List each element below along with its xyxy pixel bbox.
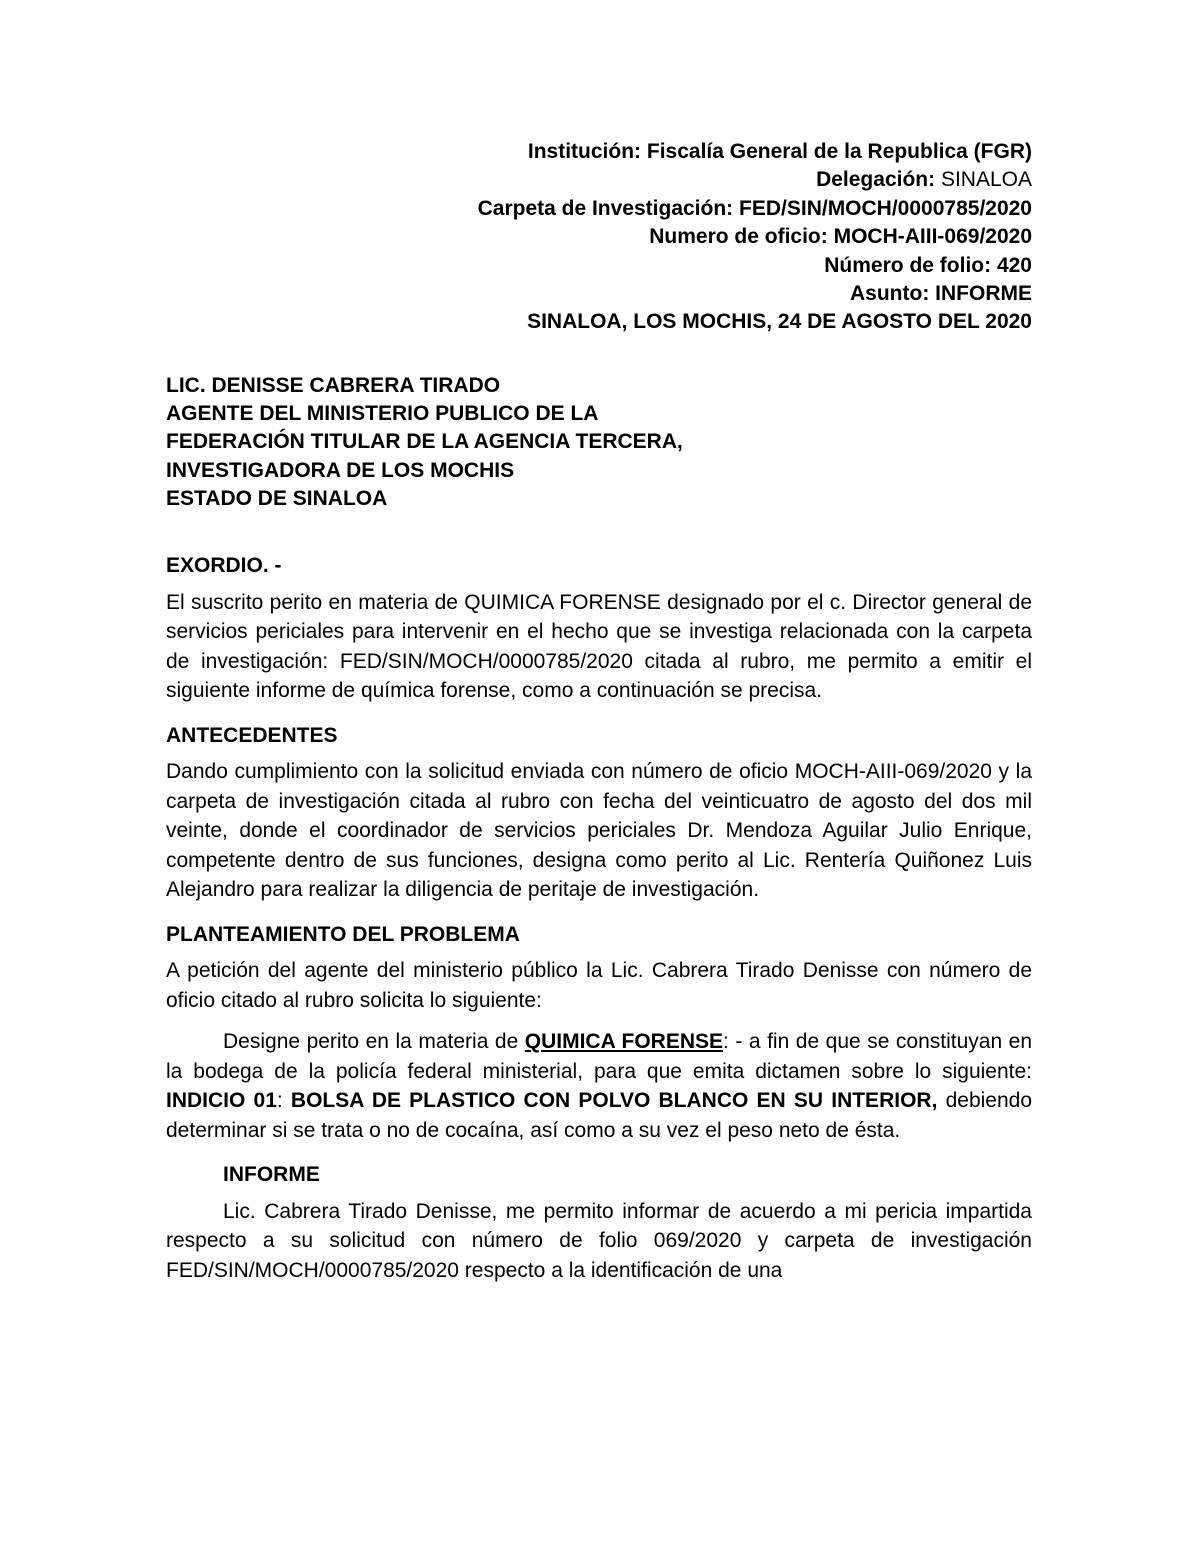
header-institucion bbox=[232, 138, 1032, 166]
informe-text: Lic. Cabrera Tirado Denisse, me permito informar de acuerdo a mi pericia impartida respecto a su solicitud con número de folio 069/2020 y carpeta de investigación FED/SIN/MOCH/0000785/2020 respecto a la identificación de una bbox=[166, 1199, 1032, 1282]
header-place-date: SINALOA, LOS MOCHIS, 24 DE AGOSTO DEL 2020 bbox=[527, 310, 1032, 334]
addressee-line: ESTADO DE SINALOA bbox=[166, 486, 388, 510]
addressee-line: INVESTIGADORA DE LOS MOCHIS bbox=[166, 458, 515, 482]
antecedentes-text: Dando cumplimiento con la solicitud enviada con número de oficio MOCH-AIII-069/2020 y la carpeta de investigación citada al rubro con fecha del veinticuatro de agosto del dos mil veinte, donde el coordinador de servicios periciales Dr. Mendoza Aguilar Julio Enrique, competente dentro de sus funciones, designa como perito al Lic. Rentería Quiñonez Luis Alejandro para realizar la diligencia de peritaje de investigación. bbox=[166, 760, 1032, 902]
request-part2: : - a fin de que se constituyan en la bodega de la policía federal ministerial, para que emita dictamen sobre lo siguiente: bbox=[166, 1030, 1032, 1083]
header-folio bbox=[232, 252, 1032, 280]
exordio-title: EXORDIO. - bbox=[166, 554, 282, 578]
document-header bbox=[232, 138, 1032, 337]
request-item: BOLSA DE PLASTICO CON POLVO BLANCO EN SU INTERIOR, bbox=[290, 1089, 938, 1113]
header-oficio bbox=[232, 223, 1032, 251]
institucion-label: Institución: bbox=[527, 140, 642, 163]
header-delegacion bbox=[232, 166, 1032, 194]
document-body bbox=[166, 372, 1032, 1285]
exordio-text: El suscrito perito en materia de QUIMICA FORENSE designado por el c. Director general de servicios periciales para intervenir en el hecho que se investiga relacionada con la carpeta de investigación: FED/SIN/MOCH/0000785/2020 citada al rubro, me permito a emitir el siguiente informe de química forense, como a continuación se precisa. bbox=[166, 590, 1032, 703]
request-indicio: INDICIO 01 bbox=[166, 1089, 277, 1113]
header-asunto bbox=[232, 280, 1032, 308]
request-subject: QUIMICA FORENSE bbox=[524, 1030, 724, 1054]
oficio-value: MOCH-AIII-069/2020 bbox=[833, 225, 1032, 249]
oficio-label: Numero de oficio: bbox=[649, 225, 828, 249]
request-paragraph bbox=[166, 1027, 1032, 1145]
request-part3: debiendo determinar si se trata o no de cocaína, así como a su vez el peso neto de ésta. bbox=[166, 1089, 1033, 1142]
asunto-label: Asunto: bbox=[850, 282, 930, 306]
delegacion-label: Delegación: bbox=[816, 168, 936, 192]
addressee-line: AGENTE DEL MINISTERIO PUBLICO DE LA bbox=[166, 402, 599, 426]
request-colon: : bbox=[276, 1089, 291, 1113]
addressee-line: FEDERACIÓN TITULAR DE LA AGENCIA TERCERA, bbox=[166, 430, 683, 454]
folio-value: 420 bbox=[996, 253, 1032, 277]
carpeta-value: FED/SIN/MOCH/0000785/2020 bbox=[739, 196, 1032, 220]
delegacion-value: SINALOA bbox=[940, 168, 1032, 192]
folio-label: Número de folio: bbox=[824, 253, 992, 277]
asunto-value: INFORME bbox=[935, 282, 1032, 306]
institucion-value: Fiscalía General de la Republica (FGR) bbox=[646, 140, 1032, 163]
antecedentes-title: ANTECEDENTES bbox=[166, 723, 338, 747]
planteamiento-title: PLANTEAMIENTO DEL PROBLEMA bbox=[166, 922, 520, 946]
carpeta-label: Carpeta de Investigación: bbox=[477, 196, 734, 220]
header-carpeta bbox=[232, 195, 1032, 223]
request-part1: Designe perito en la materia de bbox=[223, 1030, 525, 1054]
informe-title: INFORME bbox=[223, 1163, 320, 1187]
addressee-line: LIC. DENISSE CABRERA TIRADO bbox=[166, 374, 501, 397]
addressee-block bbox=[166, 372, 1032, 513]
planteamiento-text: A petición del agente del ministerio público la Lic. Cabrera Tirado Denisse con número de oficio citado al rubro solicita lo siguiente: bbox=[166, 959, 1032, 1012]
